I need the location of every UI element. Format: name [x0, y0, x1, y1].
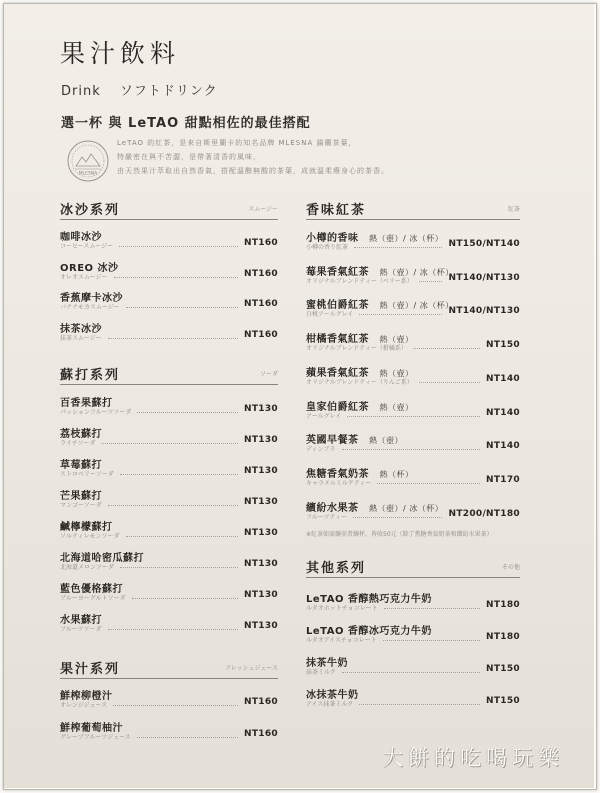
menu-item-japanese-name: ソルティレモンソーダ: [60, 533, 120, 540]
menu-item-price: NT130: [244, 590, 278, 600]
leader-dots: [383, 640, 480, 641]
menu-item-options: 熱（壺）/ 冰（杯）: [379, 267, 454, 277]
section-subtitle: 紅茶: [507, 206, 520, 213]
menu-item-title: 冰抹茶牛奶: [306, 690, 359, 701]
menu-item: [306, 499, 520, 529]
menu-item-title: LeTAO 香醇熱巧克力牛奶: [306, 594, 432, 605]
leader-dots: [419, 382, 480, 383]
menu-item-options: 熱（壺）: [379, 368, 414, 378]
menu-item-title: 抹茶冰沙: [60, 323, 102, 335]
menu-item-japanese-name: アールグレイ: [306, 412, 342, 420]
menu-item-japanese-name: 白桃アールグレイ: [306, 311, 354, 319]
menu-item-price: NT130: [244, 466, 278, 476]
menu-item-japanese-name: ブルーヨーグルトソーダ: [60, 595, 126, 602]
menu-item-japanese-name: オリジナルブレンドティー（ベリー系）: [306, 277, 413, 285]
menu-item: [60, 456, 278, 486]
menu-item-japanese-name: ルタオホットチョコレート: [306, 605, 378, 612]
menu-item-price: NT160: [244, 238, 278, 248]
menu-item-title: 鹹檸檬蘇打: [60, 522, 113, 533]
menu-item-japanese-name: アイス抹茶ミルク: [306, 701, 354, 708]
menu-item-title: 北海道哈密瓜蘇打: [60, 553, 144, 564]
blog-watermark: 大餅的吃喝玩樂: [382, 746, 564, 770]
section-other: [306, 557, 520, 708]
menu-item: [60, 259, 278, 289]
menu-item-price: NT150: [486, 696, 520, 706]
section-divider: [60, 678, 278, 679]
menu-item-price: NT200/NT180: [448, 508, 520, 519]
menu-item-options: 熱（壺）/ 冰（杯）: [369, 503, 444, 513]
menu-item-price: NT180: [486, 600, 520, 610]
menu-item-title: 焦糖香氣奶茶: [306, 468, 369, 480]
page-title: 果汁飲料: [60, 39, 181, 68]
leader-dots: [359, 704, 480, 705]
menu-item-title: 芒果蘇打: [60, 491, 102, 502]
menu-item-japanese-name: オリジナルブレンドティー（柑橘系）: [306, 345, 407, 353]
leader-dots: [108, 338, 238, 339]
menu-item: [306, 431, 520, 461]
section-title: 冰沙系列: [60, 203, 121, 218]
menu-item-japanese-name: コーヒースムージー: [60, 243, 114, 250]
refill-note: ※紅茶如需續壺者續杯，皆收50元（除了焦糖香氣奶茶和繽紛水果茶）: [306, 531, 493, 538]
menu-item-price: NT150: [486, 340, 520, 351]
leader-dots: [108, 505, 238, 506]
menu-item-options: 熱（壺）: [379, 402, 414, 412]
menu-item-title: 柑橘香氣紅茶: [306, 334, 369, 346]
menu-item: [306, 296, 520, 326]
section-divider: [60, 219, 278, 220]
menu-item-options: 熱（壺）: [379, 335, 414, 345]
leader-dots: [113, 705, 238, 706]
menu-item: [60, 320, 278, 350]
leader-dots: [108, 629, 238, 630]
leader-dots: [114, 277, 238, 278]
menu-item-price: NT130: [244, 404, 278, 414]
menu-item-japanese-name: グレープフルーツジュース: [60, 734, 131, 741]
section-divider: [60, 384, 278, 385]
menu-item-japanese-name: ルタオアイスチョコレート: [306, 637, 377, 644]
menu-item-title: 蘋果香氣紅茶: [306, 367, 369, 379]
menu-item-japanese-name: パッションフルーツソーダ: [60, 409, 132, 416]
leader-dots: [119, 246, 238, 247]
section-title: 果汁系列: [60, 662, 121, 677]
menu-item-price: NT130: [244, 559, 278, 569]
leader-dots: [120, 474, 238, 475]
section-title: 香味紅茶: [306, 203, 367, 218]
menu-item: [306, 654, 520, 684]
menu-item-japanese-name: バナナモカスムージー: [60, 304, 120, 311]
menu-item-japanese-name: マンゴーソーダ: [60, 502, 102, 509]
mlesna-seal-icon: [66, 139, 110, 183]
menu-item-options: 熱（壺）: [369, 436, 403, 446]
leader-dots: [137, 412, 238, 413]
section-smoothie: [60, 199, 278, 342]
menu-item: [306, 229, 520, 259]
menu-item-japanese-name: ライチソーダ: [60, 440, 96, 447]
menu-item-title: 百香果蘇打: [60, 398, 113, 409]
leader-dots: [353, 517, 442, 518]
intro-text: [117, 136, 389, 178]
menu-item-title: 繽紛水果茶: [306, 502, 359, 514]
menu-item-japanese-name: フルーツソーダ: [60, 626, 102, 633]
menu-item-title: 抹茶牛奶: [306, 658, 348, 669]
menu-item-price: NT140: [486, 373, 520, 384]
intro-line: 由天然果汁萃取出自然香氣，搭配溫醇無酸的茶葉，成就溫柔療身心的茶香。: [117, 167, 389, 175]
menu-page: [4, 4, 594, 788]
menu-item-title: 香蕉摩卡冰沙: [60, 293, 123, 304]
menu-item-price: NT140/NT130: [448, 306, 520, 317]
menu-item-japanese-name: 北海道メロンソーダ: [60, 564, 115, 571]
menu-item-japanese-name: 抹茶スムージー: [60, 334, 102, 342]
menu-item-title: LeTAO 香醇冰巧克力牛奶: [306, 626, 432, 637]
leader-dots: [126, 307, 238, 308]
menu-item-title: 荔枝蘇打: [60, 429, 102, 440]
menu-item: [60, 289, 278, 319]
menu-item: [306, 686, 520, 716]
menu-item-options: 熱（壺）/ 冰（杯）: [369, 234, 444, 243]
section-title: 其他系列: [306, 561, 367, 576]
menu-item: [60, 687, 278, 717]
section-divider: [306, 219, 520, 220]
menu-item-japanese-name: オリジナルブレンドティー（りんご系）: [306, 378, 413, 386]
section-tea: [306, 199, 520, 521]
menu-item-price: NT140/NT130: [448, 272, 520, 283]
intro-line: 特嚴密在與不苦澀，是帶著清香的風味，: [117, 153, 261, 161]
section-subtitle: その他: [501, 564, 520, 571]
leader-dots: [413, 348, 480, 349]
menu-item: [306, 465, 520, 495]
menu-item-price: NT170: [486, 474, 520, 485]
leader-dots: [359, 314, 442, 315]
svg-text:MLESNA: MLESNA: [78, 171, 98, 177]
leader-dots: [354, 247, 442, 248]
menu-item: [306, 263, 520, 293]
menu-item-price: NT160: [244, 268, 278, 279]
menu-item-price: NT180: [486, 632, 520, 642]
menu-item: [60, 228, 278, 258]
tagline: 選一杯 與 LeTAO 甜點相佐的最佳搭配: [61, 116, 311, 131]
menu-item-title: 皇家伯爵紅茶: [306, 401, 369, 413]
leader-dots: [101, 443, 238, 444]
menu-item: [60, 518, 278, 548]
menu-item-japanese-name: ディンブラ: [306, 446, 336, 454]
menu-item-price: NT160: [244, 697, 278, 707]
menu-item-japanese-name: 抹茶ミルク: [306, 669, 336, 676]
section-subtitle: フレッシュジュース: [224, 665, 278, 672]
menu-item-japanese-name: オレオスムージー: [60, 273, 108, 281]
section-divider: [306, 577, 520, 578]
leader-dots: [377, 483, 480, 484]
menu-item: [306, 590, 520, 620]
menu-item-title: 蜜桃伯爵紅茶: [306, 300, 369, 312]
menu-item-japanese-name: フルーツティー: [306, 513, 348, 521]
menu-item: [60, 487, 278, 517]
menu-item-title: 鮮榨柳橙汁: [60, 691, 113, 702]
menu-item-title: 水果蘇打: [60, 615, 102, 626]
menu-item-title: 小樽的香味: [306, 233, 359, 244]
menu-item-japanese-name: オレンジジュース: [60, 702, 108, 709]
leader-dots: [342, 672, 480, 673]
menu-item-price: NT130: [244, 497, 278, 507]
leader-dots: [137, 737, 238, 738]
leader-dots: [126, 536, 238, 537]
menu-item-price: NT150/NT140: [448, 239, 520, 249]
menu-item-title: 藍色優格蘇打: [60, 584, 123, 595]
leader-dots: [384, 608, 480, 609]
menu-item-options: 熱（壺）/ 冰（杯）: [379, 301, 454, 311]
menu-item-price: NT160: [244, 729, 278, 739]
leader-dots: [347, 416, 480, 417]
section-subtitle: スムージー: [248, 206, 278, 213]
menu-item-title: 草莓蘇打: [60, 460, 102, 471]
leader-dots: [120, 567, 238, 568]
menu-item: [60, 611, 278, 641]
menu-item: [306, 622, 520, 652]
leader-dots: [342, 449, 480, 450]
menu-item-price: NT160: [244, 299, 278, 309]
leader-dots: [419, 281, 442, 282]
menu-item: [60, 719, 278, 749]
menu-item-price: NT130: [244, 528, 278, 538]
menu-item-japanese-name: ストロベリーソーダ: [60, 471, 114, 478]
section-subtitle: ソーダ: [259, 371, 278, 378]
section-soda: [60, 364, 278, 633]
page-subtitle: Drink ソフトドリンク: [61, 84, 218, 99]
menu-item-japanese-name: 小樽の香り紅茶: [306, 244, 349, 251]
menu-item-options: 熱（杯）: [379, 469, 414, 479]
menu-item-price: NT140: [486, 441, 520, 452]
menu-item-title: 咖啡冰沙: [60, 232, 102, 243]
menu-item-price: NT130: [244, 621, 278, 631]
menu-item-title: 莓果香氣紅茶: [306, 266, 369, 278]
menu-item-price: NT150: [486, 664, 520, 674]
leader-dots: [132, 598, 238, 599]
menu-item-price: NT160: [244, 329, 278, 340]
menu-item: [306, 364, 520, 394]
section-title: 蘇打系列: [60, 368, 121, 383]
menu-item-title: OREO 冰沙: [60, 262, 119, 274]
menu-item: [60, 394, 278, 424]
intro-line: LeTAO 的紅茶，是來自斯里蘭卡的知名品牌 MLESNA 鍚蘭茶葉，: [117, 139, 357, 147]
menu-item-title: 英國早餐茶: [306, 435, 359, 447]
menu-item: [60, 425, 278, 455]
menu-item-price: NT130: [244, 435, 278, 445]
section-juice: [60, 658, 278, 741]
menu-item: [60, 580, 278, 610]
menu-item-price: NT140: [486, 407, 520, 418]
menu-item: [306, 398, 520, 428]
menu-item-title: 鮮榨葡萄柚汁: [60, 723, 123, 734]
menu-item-japanese-name: キャラメルミルクティー: [306, 479, 372, 487]
menu-item: [60, 549, 278, 579]
menu-item: [306, 330, 520, 360]
